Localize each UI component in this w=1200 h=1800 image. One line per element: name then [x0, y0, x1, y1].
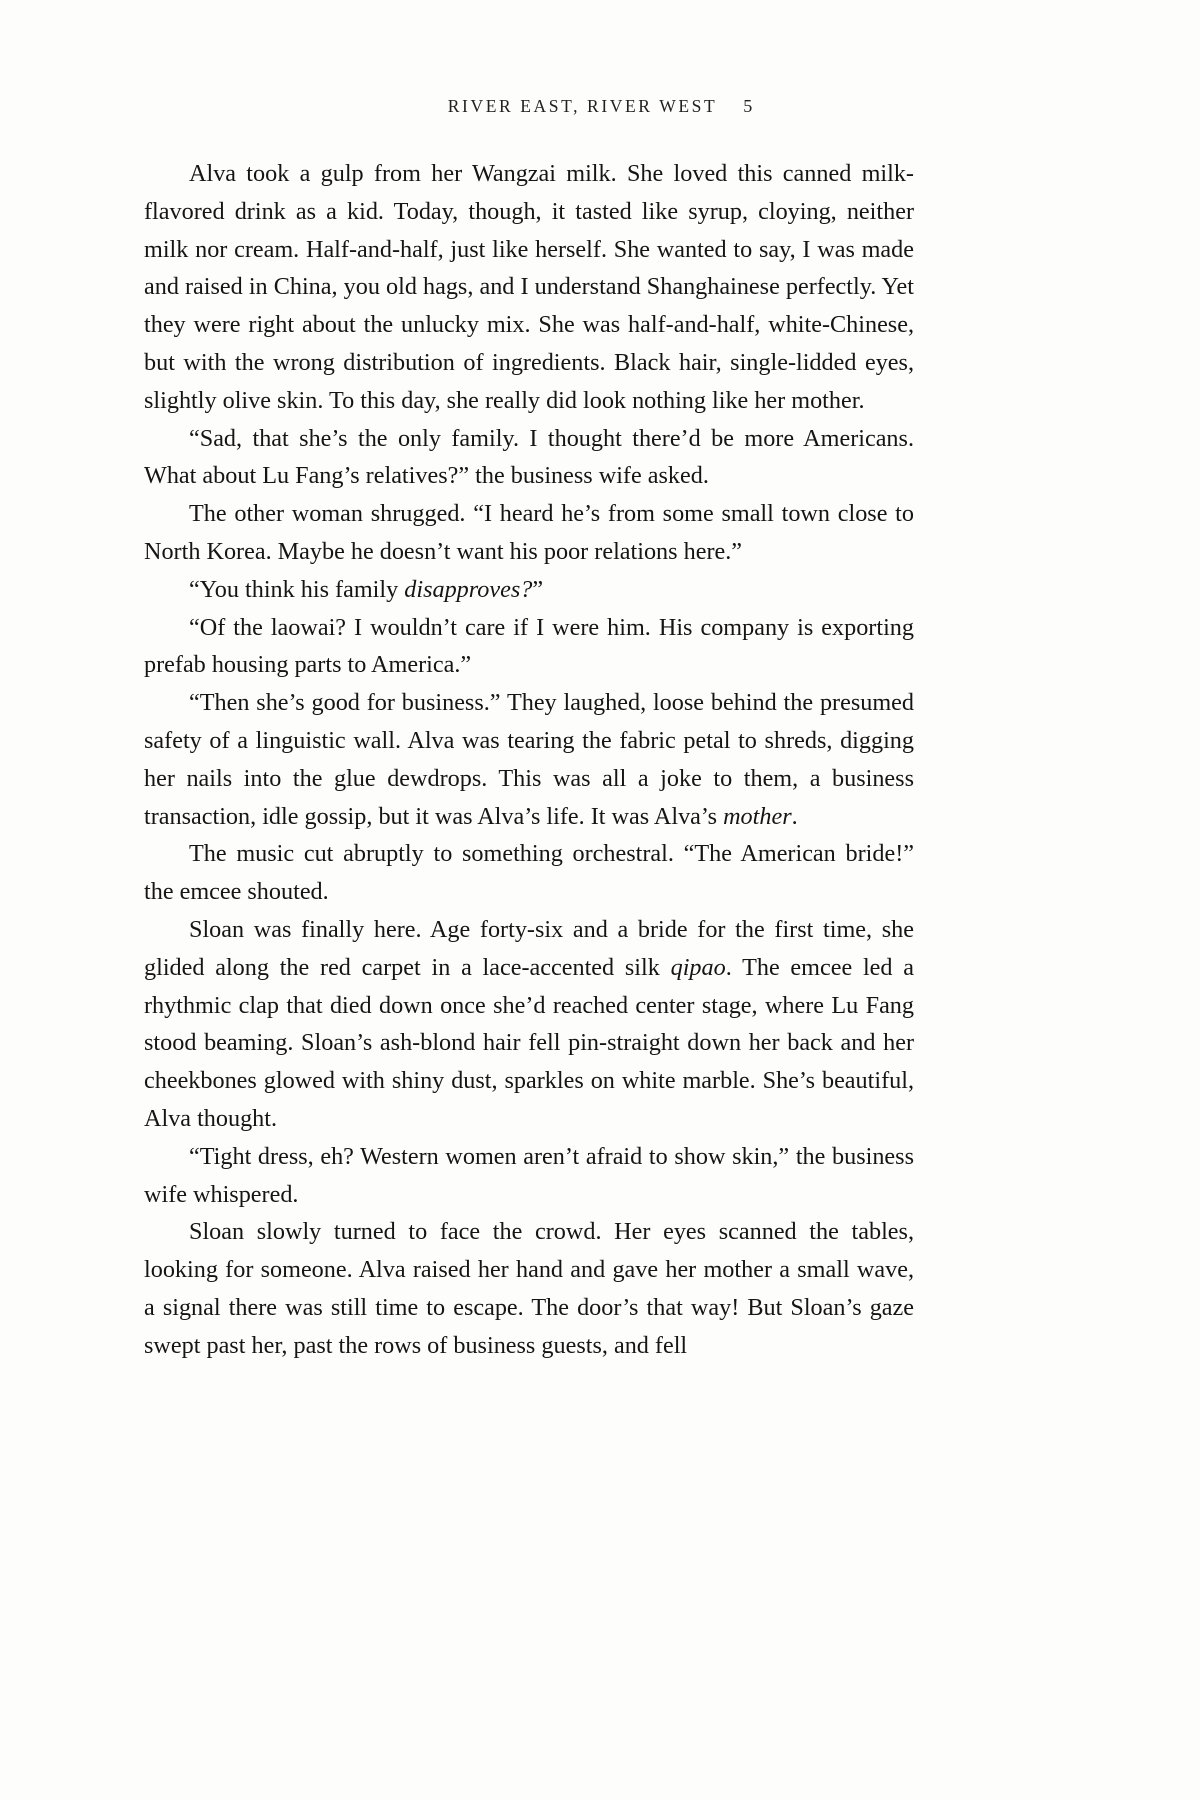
paragraph — [144, 835, 914, 911]
emphasis-text: mother — [723, 802, 792, 830]
paragraph — [144, 155, 914, 420]
paragraph — [144, 1138, 914, 1214]
page-number: 5 — [743, 96, 753, 116]
text-run: The music cut abruptly to something orchestral. “The American bride!” the emcee shouted. — [144, 840, 914, 906]
text-run: Sloan slowly turned to face the crowd. Her eyes scanned the tables, looking for someone. Alva raised her hand and gave her mother a small wave, a signal there was still time to escape. The door’s that way! But Sloan’s gaze swept past her, past the rows of business guests, and fell — [144, 1218, 914, 1359]
emphasis-text: qipao — [670, 953, 726, 981]
paragraph — [144, 571, 914, 609]
body-text — [144, 155, 914, 1365]
paragraph — [144, 684, 914, 835]
running-head — [0, 96, 1200, 117]
text-run: “Then she’s good for business.” They laughed, loose behind the presumed safety of a linguistic wall. Alva was tearing the fabric petal to shreds, digging her nails into the glue dewdrops. This was all a joke to them, a business transaction, idle gossip, but it was Alva’s life. It was Alva’s — [144, 689, 914, 830]
paragraph — [144, 609, 914, 685]
text-run: “You think his family — [189, 575, 405, 603]
text-run: “Tight dress, eh? Western women aren’t afraid to show skin,” the business wife whispered. — [144, 1142, 914, 1208]
text-run: Alva took a gulp from her Wangzai milk. She loved this canned milk-flavored drink as a kid. Today, though, it tasted like syrup, cloying, neither milk nor cream. Half-and-half, just like herself. She wanted to say, I was made and raised in China, you old hags, and I understand Shanghainese perfectly. Yet they were right about the unlucky mix. She was half-and-half, white-Chinese, but with the wrong distribution of ingredients. Black hair, single-lidded eyes, slightly olive skin. To this day, she really did look nothing like her mother. — [144, 160, 914, 414]
text-run: “Sad, that she’s the only family. I thought there’d be more Americans. What about Lu Fang’s relatives?” the business wife asked. — [144, 424, 914, 490]
text-run: . — [791, 802, 798, 830]
text-run: The other woman shrugged. “I heard he’s from some small town close to North Korea. Maybe he doesn’t want his poor relations here.” — [144, 500, 914, 565]
text-run: “Of the laowai? I wouldn’t care if I were him. His company is exporting prefab housing parts to America.” — [144, 613, 914, 679]
paragraph — [144, 911, 914, 1138]
text-run: Sloan was finally here. Age forty-six and a bride for the first time, she glided along the red carpet in a lace-accented silk — [144, 915, 914, 981]
paragraph — [144, 495, 914, 571]
running-head-title: RIVER EAST, RIVER WEST — [447, 96, 718, 116]
paragraph — [144, 420, 914, 496]
text-run: ” — [532, 575, 544, 603]
paragraph — [144, 1213, 914, 1364]
emphasis-text: disapproves? — [404, 575, 533, 603]
text-run: . The emcee led a rhythmic clap that died down once she’d reached center stage, where Lu Fang stood beaming. Sloan’s ash-blond hair fell pin-straight down her back and her cheekbones glowed with shiny dust, sparkles on white marble. She’s beautiful, Alva thought. — [144, 953, 914, 1132]
